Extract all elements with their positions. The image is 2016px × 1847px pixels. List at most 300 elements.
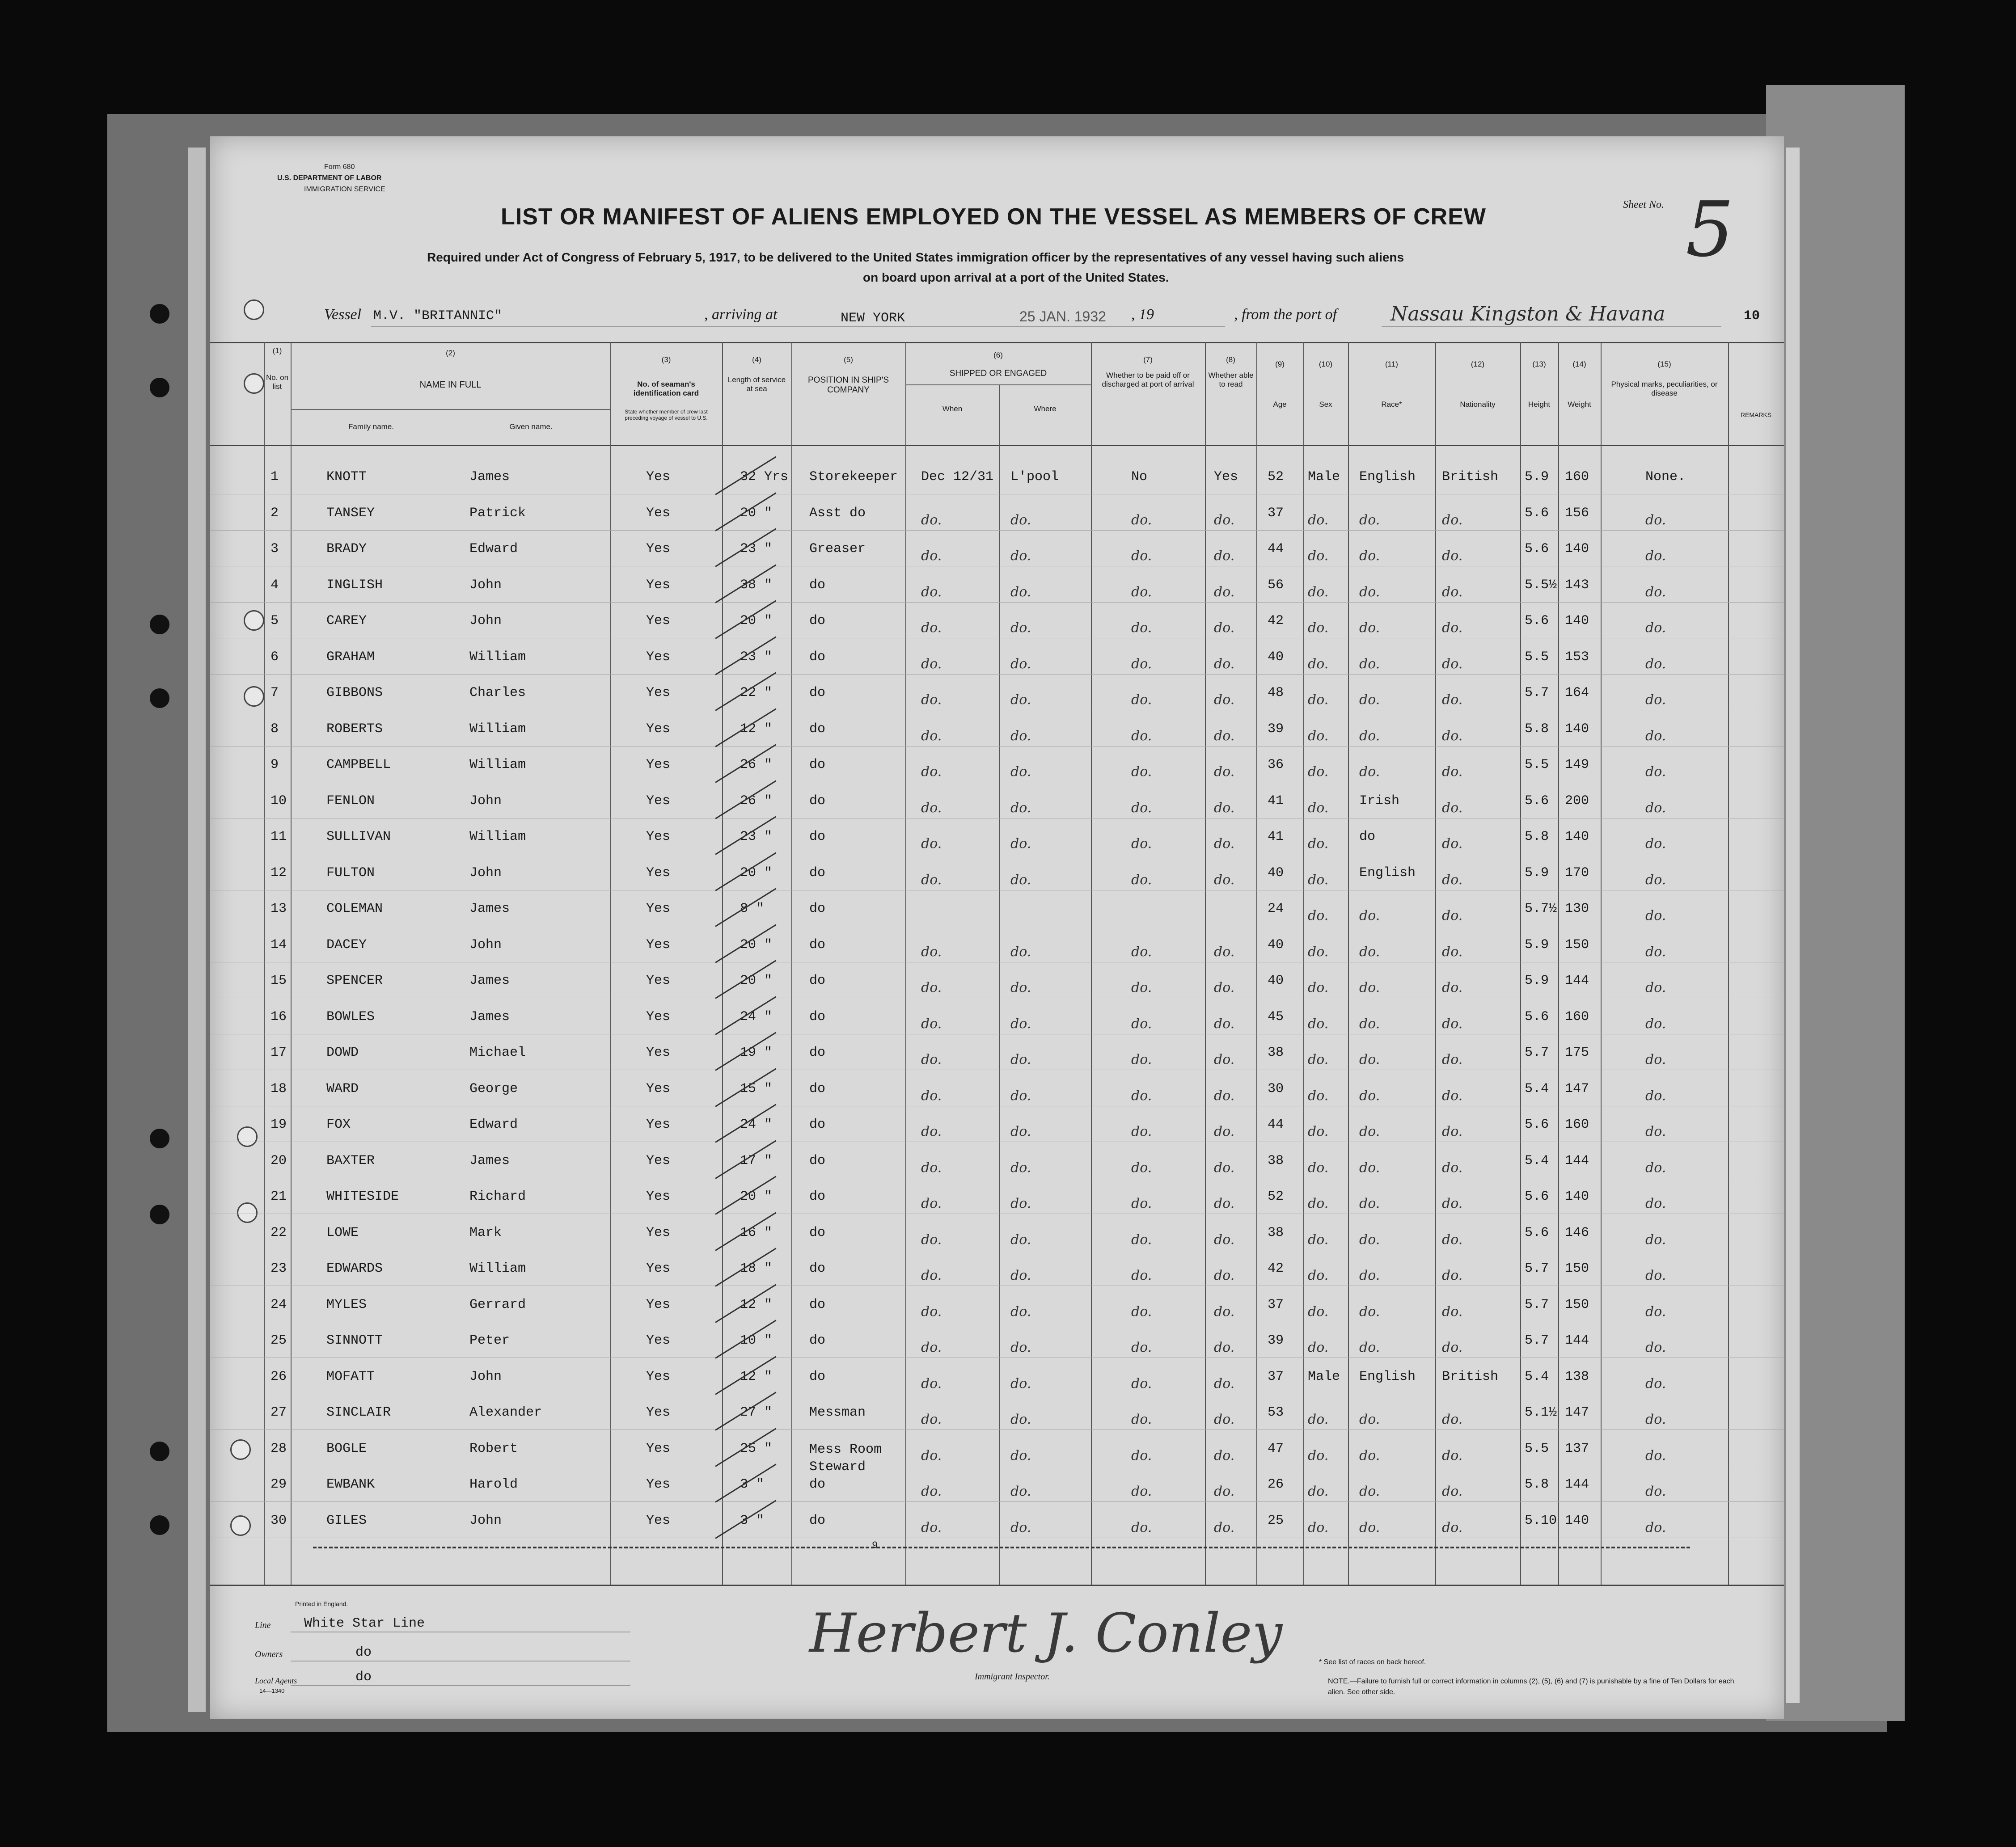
given-name: Richard bbox=[469, 1189, 526, 1204]
family-name: LOWE bbox=[326, 1225, 359, 1240]
shipped-where: do. bbox=[1010, 620, 1031, 636]
sex: do. bbox=[1308, 800, 1329, 816]
position: do bbox=[809, 1225, 826, 1240]
col-9-header: Age bbox=[1273, 400, 1287, 409]
family-name: EDWARDS bbox=[326, 1261, 383, 1276]
shipped-where: do. bbox=[1010, 728, 1031, 744]
height: 5.4 bbox=[1525, 1081, 1549, 1096]
paid-off: do. bbox=[1131, 512, 1152, 528]
paid-off: do. bbox=[1131, 944, 1152, 960]
id-card: Yes bbox=[646, 1441, 671, 1456]
nationality: do. bbox=[1442, 1340, 1463, 1355]
length-of-service: 12 " bbox=[740, 1297, 773, 1312]
rivet bbox=[237, 1202, 258, 1223]
physical-marks: do. bbox=[1645, 1412, 1666, 1427]
shipped-when: do. bbox=[921, 944, 942, 960]
shipped-where: do. bbox=[1010, 656, 1031, 672]
weight: 140 bbox=[1565, 1189, 1589, 1204]
shipped-where: do. bbox=[1010, 800, 1031, 816]
col-1-num: (1) bbox=[272, 346, 282, 355]
physical-marks: do. bbox=[1645, 908, 1666, 924]
length-of-service: 15 " bbox=[740, 1081, 773, 1096]
shipped-where: do. bbox=[1010, 1412, 1031, 1427]
length-of-service: 19 " bbox=[740, 1045, 773, 1060]
shipped-where: do. bbox=[1010, 1196, 1031, 1211]
position: do bbox=[809, 973, 826, 988]
given-name: John bbox=[469, 577, 502, 593]
weight: 150 bbox=[1565, 937, 1589, 953]
col-13-num: (13) bbox=[1532, 360, 1546, 368]
physical-marks: do. bbox=[1645, 1375, 1666, 1392]
age: 37 bbox=[1268, 1369, 1284, 1384]
physical-marks: do. bbox=[1645, 656, 1666, 672]
length-of-service: 23 " bbox=[740, 541, 773, 557]
rivet bbox=[244, 686, 264, 707]
table-top-border bbox=[210, 342, 1784, 343]
age: 41 bbox=[1268, 793, 1284, 809]
given-name: William bbox=[469, 1261, 526, 1276]
position: Greaser bbox=[809, 541, 866, 557]
family-name: WHITESIDE bbox=[326, 1189, 399, 1204]
length-of-service: 17 " bbox=[740, 1153, 773, 1168]
family-name: ROBERTS bbox=[326, 721, 383, 737]
race: English bbox=[1359, 865, 1416, 881]
weight: 144 bbox=[1565, 1477, 1589, 1492]
position: do bbox=[809, 865, 826, 881]
position: do bbox=[809, 901, 826, 916]
age: 42 bbox=[1268, 613, 1284, 628]
shipped-where: do. bbox=[1010, 512, 1031, 528]
height: 5.7 bbox=[1525, 1333, 1549, 1348]
shipped-where: do. bbox=[1010, 1088, 1031, 1104]
race: do. bbox=[1359, 1484, 1380, 1499]
age: 47 bbox=[1268, 1441, 1284, 1456]
race: do. bbox=[1359, 1519, 1380, 1535]
id-card: Yes bbox=[646, 757, 671, 772]
sex: do. bbox=[1308, 1447, 1329, 1463]
able-to-read: do. bbox=[1214, 1160, 1235, 1176]
shipped-where: do. bbox=[1010, 1447, 1031, 1463]
shipped-where: do. bbox=[1010, 1519, 1031, 1535]
paid-off: do. bbox=[1131, 656, 1152, 672]
height: 5.6 bbox=[1525, 1189, 1549, 1204]
age: 39 bbox=[1268, 1333, 1284, 1348]
col-6-header: SHIPPED OR ENGAGED bbox=[949, 369, 1047, 378]
paid-off: do. bbox=[1131, 1412, 1152, 1427]
family-name: FULTON bbox=[326, 865, 375, 881]
given-name-header: Given name. bbox=[509, 422, 553, 431]
sex: Male bbox=[1308, 1369, 1340, 1384]
length-of-service: 38 " bbox=[740, 577, 773, 593]
binder-hole bbox=[150, 1515, 169, 1535]
rivet bbox=[230, 1439, 251, 1460]
col-14-num: (14) bbox=[1572, 360, 1586, 368]
position: do bbox=[809, 1297, 826, 1312]
able-to-read: Yes bbox=[1214, 469, 1238, 485]
id-card: Yes bbox=[646, 505, 671, 521]
sex: do. bbox=[1308, 1052, 1329, 1067]
weight: 130 bbox=[1565, 901, 1589, 916]
weight: 153 bbox=[1565, 649, 1589, 665]
paid-off: do. bbox=[1131, 1519, 1152, 1535]
race: do. bbox=[1359, 692, 1380, 708]
height: 5.5 bbox=[1525, 757, 1549, 772]
id-card: Yes bbox=[646, 1513, 671, 1528]
age: 37 bbox=[1268, 505, 1284, 521]
col-8-num: (8) bbox=[1226, 355, 1235, 364]
able-to-read: do. bbox=[1214, 620, 1235, 636]
family-name: GIBBONS bbox=[326, 685, 383, 700]
col-3-num: (3) bbox=[661, 355, 671, 364]
nationality: do. bbox=[1442, 620, 1463, 636]
height: 5.6 bbox=[1525, 541, 1549, 557]
shipped-when: do. bbox=[921, 1447, 942, 1463]
race: Irish bbox=[1359, 793, 1400, 809]
shipped-where: do. bbox=[1010, 1016, 1031, 1032]
position: do bbox=[809, 829, 826, 844]
strike-mark bbox=[715, 1463, 776, 1502]
col-10-num: (10) bbox=[1319, 360, 1333, 368]
row-number: 4 bbox=[270, 577, 279, 593]
paid-off: do. bbox=[1131, 1375, 1152, 1392]
height: 5.6 bbox=[1525, 1225, 1549, 1240]
department: U.S. DEPARTMENT OF LABOR bbox=[277, 174, 382, 182]
row-number: 20 bbox=[270, 1153, 287, 1168]
paid-off: do. bbox=[1131, 1231, 1152, 1248]
physical-marks: do. bbox=[1645, 872, 1666, 888]
row-rule bbox=[210, 602, 1784, 603]
penalty-note: NOTE.—Failure to furnish full or correct information in columns (2), (5), (6) and (7) is punishable by a fine of Ten Dollars for each alien. See other side. bbox=[1328, 1678, 1734, 1696]
physical-marks: do. bbox=[1645, 980, 1666, 995]
row-number: 10 bbox=[270, 793, 287, 809]
height: 5.6 bbox=[1525, 505, 1549, 521]
sex: do. bbox=[1308, 1303, 1329, 1320]
age: 40 bbox=[1268, 865, 1284, 881]
height: 5.9 bbox=[1525, 937, 1549, 953]
row-number: 9 bbox=[270, 757, 279, 772]
given-name: William bbox=[469, 757, 526, 772]
sex: Male bbox=[1308, 469, 1340, 485]
shipped-when: do. bbox=[921, 1052, 942, 1067]
given-name: Michael bbox=[469, 1045, 526, 1060]
family-name: TANSEY bbox=[326, 505, 375, 521]
row-number: 18 bbox=[270, 1081, 287, 1096]
col-15-num: (15) bbox=[1657, 360, 1671, 368]
sex: do. bbox=[1308, 692, 1329, 708]
able-to-read: do. bbox=[1214, 656, 1235, 672]
length-of-service: 20 " bbox=[740, 937, 773, 953]
able-to-read: do. bbox=[1214, 1412, 1235, 1427]
given-name: Mark bbox=[469, 1225, 502, 1240]
id-card: Yes bbox=[646, 1297, 671, 1312]
physical-marks: do. bbox=[1645, 836, 1666, 852]
nationality: do. bbox=[1442, 980, 1463, 995]
vessel-name: M.V. "BRITANNIC" bbox=[373, 308, 503, 324]
rivet bbox=[244, 299, 264, 320]
sex: do. bbox=[1308, 620, 1329, 636]
shipped-where: do. bbox=[1010, 764, 1031, 780]
length-of-service: 24 " bbox=[740, 1117, 773, 1132]
race: English bbox=[1359, 1369, 1416, 1384]
family-name: FOX bbox=[326, 1117, 351, 1132]
weight: 149 bbox=[1565, 757, 1589, 772]
family-name: WARD bbox=[326, 1081, 359, 1096]
nationality: do. bbox=[1442, 1088, 1463, 1104]
id-card: Yes bbox=[646, 865, 671, 881]
length-of-service: 3 " bbox=[740, 1477, 765, 1492]
physical-marks: do. bbox=[1645, 620, 1666, 636]
physical-marks: None. bbox=[1645, 469, 1686, 485]
row-number: 30 bbox=[270, 1513, 287, 1528]
height: 5.10 bbox=[1525, 1513, 1557, 1528]
age: 36 bbox=[1268, 757, 1284, 772]
physical-marks: do. bbox=[1645, 1268, 1666, 1283]
binder-hole bbox=[150, 378, 169, 397]
weight: 150 bbox=[1565, 1261, 1589, 1276]
given-name: Charles bbox=[469, 685, 526, 700]
able-to-read: do. bbox=[1214, 764, 1235, 780]
given-name: George bbox=[469, 1081, 518, 1096]
given-name: James bbox=[469, 469, 510, 485]
race: do. bbox=[1359, 548, 1380, 564]
col-12-header: Nationality bbox=[1460, 400, 1496, 409]
row-number: 6 bbox=[270, 649, 279, 665]
height: 5.5 bbox=[1525, 649, 1549, 665]
able-to-read: do. bbox=[1214, 692, 1235, 708]
length-of-service: 32 Yrs bbox=[740, 469, 789, 485]
physical-marks: do. bbox=[1645, 1340, 1666, 1355]
family-name-header: Family name. bbox=[348, 422, 394, 431]
position: Storekeeper bbox=[809, 469, 898, 485]
page-title: LIST OR MANIFEST OF ALIENS EMPLOYED ON THE VESSEL AS MEMBERS OF CREW bbox=[501, 204, 1486, 230]
race: do. bbox=[1359, 620, 1380, 636]
position: do bbox=[809, 793, 826, 809]
position: do bbox=[809, 1261, 826, 1276]
id-card: Yes bbox=[646, 577, 671, 593]
able-to-read: do. bbox=[1214, 1088, 1235, 1104]
id-card: Yes bbox=[646, 1081, 671, 1096]
col-5-header: POSITION IN SHIP'S COMPANY bbox=[808, 375, 889, 395]
given-name: William bbox=[469, 721, 526, 737]
paid-off: do. bbox=[1131, 548, 1152, 564]
row-number: 1 bbox=[270, 469, 279, 485]
shipped-where: do. bbox=[1010, 1340, 1031, 1355]
given-name: Patrick bbox=[469, 505, 526, 521]
age: 48 bbox=[1268, 685, 1284, 700]
shipped-when: do. bbox=[921, 1412, 942, 1427]
paid-off: do. bbox=[1131, 872, 1152, 888]
row-number: 21 bbox=[270, 1189, 287, 1204]
shipped-when: do. bbox=[921, 980, 942, 995]
nationality: do. bbox=[1442, 836, 1463, 852]
race: do. bbox=[1359, 944, 1380, 960]
length-of-service: 20 " bbox=[740, 865, 773, 881]
shipped-where: do. bbox=[1010, 692, 1031, 708]
arriving-port: NEW YORK bbox=[841, 311, 905, 326]
shipped-where: L'pool bbox=[1010, 469, 1059, 485]
physical-marks: do. bbox=[1645, 1231, 1666, 1248]
col-2-num: (2) bbox=[446, 349, 455, 357]
race: do. bbox=[1359, 980, 1380, 995]
strike-mark bbox=[715, 888, 776, 927]
paid-off: do. bbox=[1131, 1088, 1152, 1104]
paid-off: do. bbox=[1131, 584, 1152, 600]
physical-marks: do. bbox=[1645, 1447, 1666, 1463]
physical-marks: do. bbox=[1645, 800, 1666, 816]
subtitle-line-2: on board upon arrival at a port of the United States. bbox=[863, 270, 1169, 284]
nationality: British bbox=[1442, 1369, 1499, 1384]
shipped-when: do. bbox=[921, 1088, 942, 1104]
sex: do. bbox=[1308, 1160, 1329, 1176]
height: 5.7½ bbox=[1525, 901, 1557, 916]
family-name: COLEMAN bbox=[326, 901, 383, 916]
race: do. bbox=[1359, 1447, 1380, 1463]
given-name: Edward bbox=[469, 1117, 518, 1132]
nationality: do. bbox=[1442, 512, 1463, 528]
nationality: do. bbox=[1442, 1124, 1463, 1139]
id-card: Yes bbox=[646, 1261, 671, 1276]
nationality: do. bbox=[1442, 1447, 1463, 1463]
family-name: EWBANK bbox=[326, 1477, 375, 1492]
sex: do. bbox=[1308, 1268, 1329, 1283]
weight: 164 bbox=[1565, 685, 1589, 700]
race: do. bbox=[1359, 1340, 1380, 1355]
family-name: BRADY bbox=[326, 541, 367, 557]
rivet bbox=[237, 1126, 258, 1147]
race: do. bbox=[1359, 1268, 1380, 1283]
able-to-read: do. bbox=[1214, 872, 1235, 888]
weight: 137 bbox=[1565, 1441, 1589, 1456]
binder-hole bbox=[150, 1442, 169, 1461]
sex: do. bbox=[1308, 872, 1329, 888]
date-stamp: 25 JAN. 1932 bbox=[1019, 308, 1106, 325]
family-name: MOFATT bbox=[326, 1369, 375, 1384]
paid-off: do. bbox=[1131, 1160, 1152, 1176]
col-10-header: Sex bbox=[1319, 400, 1332, 409]
id-card: Yes bbox=[646, 1189, 671, 1204]
shipped-where: do. bbox=[1010, 1484, 1031, 1499]
weight: 175 bbox=[1565, 1045, 1589, 1060]
col-11-header: Race* bbox=[1381, 400, 1402, 409]
height: 5.1½ bbox=[1525, 1405, 1557, 1420]
able-to-read: do. bbox=[1214, 1196, 1235, 1211]
id-card: Yes bbox=[646, 973, 671, 988]
height: 5.5 bbox=[1525, 1441, 1549, 1456]
nationality: do. bbox=[1442, 584, 1463, 600]
physical-marks: do. bbox=[1645, 1052, 1666, 1067]
position: do bbox=[809, 613, 826, 628]
sex: do. bbox=[1308, 1088, 1329, 1104]
given-name: Harold bbox=[469, 1477, 518, 1492]
physical-marks: do. bbox=[1645, 1016, 1666, 1032]
nationality: British bbox=[1442, 469, 1499, 485]
shipped-where: do. bbox=[1010, 836, 1031, 852]
row-rule bbox=[210, 674, 1784, 675]
subtitle-line-1: Required under Act of Congress of February 5, 1917, to be delivered to the United States immigration officer by the representatives of any vessel having such aliens bbox=[427, 250, 1404, 264]
paid-off: do. bbox=[1131, 1196, 1152, 1211]
age: 52 bbox=[1268, 469, 1284, 485]
physical-marks: do. bbox=[1645, 728, 1666, 744]
col-4-header: Length of service at sea bbox=[727, 375, 786, 393]
height: 5.6 bbox=[1525, 793, 1549, 809]
owners-label: Owners bbox=[255, 1649, 283, 1659]
able-to-read: do. bbox=[1214, 980, 1235, 995]
end-of-list-rule bbox=[313, 1547, 1690, 1548]
age: 38 bbox=[1268, 1225, 1284, 1240]
row-number: 22 bbox=[270, 1225, 287, 1240]
id-card: Yes bbox=[646, 721, 671, 737]
height: 5.7 bbox=[1525, 685, 1549, 700]
page-stack-edge bbox=[1786, 148, 1800, 1703]
paid-off: do. bbox=[1131, 1447, 1152, 1463]
sex: do. bbox=[1308, 728, 1329, 744]
shipped-when: do. bbox=[921, 1196, 942, 1211]
physical-marks: do. bbox=[1645, 764, 1666, 780]
position: do bbox=[809, 1513, 826, 1528]
sex: do. bbox=[1308, 1412, 1329, 1427]
sex: do. bbox=[1308, 1519, 1329, 1535]
race: do. bbox=[1359, 1196, 1380, 1211]
family-name: INGLISH bbox=[326, 577, 383, 593]
race: do. bbox=[1359, 728, 1380, 744]
weight: 170 bbox=[1565, 865, 1589, 881]
paid-off: do. bbox=[1131, 836, 1152, 852]
id-card: Yes bbox=[646, 937, 671, 953]
weight: 160 bbox=[1565, 1009, 1589, 1025]
given-name: John bbox=[469, 865, 502, 881]
header-bottom-border bbox=[210, 445, 1784, 446]
able-to-read: do. bbox=[1214, 1124, 1235, 1139]
age: 45 bbox=[1268, 1009, 1284, 1025]
rivet bbox=[244, 610, 264, 631]
race: do. bbox=[1359, 1412, 1380, 1427]
age: 24 bbox=[1268, 901, 1284, 916]
family-name: FENLON bbox=[326, 793, 375, 809]
nationality: do. bbox=[1442, 1268, 1463, 1283]
shipped-when: do. bbox=[921, 836, 942, 852]
nationality: do. bbox=[1442, 1303, 1463, 1320]
nationality: do. bbox=[1442, 800, 1463, 816]
id-card: Yes bbox=[646, 541, 671, 557]
col-9-num: (9) bbox=[1275, 360, 1285, 368]
length-of-service: 3 " bbox=[740, 1513, 765, 1528]
length-of-service: 26 " bbox=[740, 793, 773, 809]
shipped-when: do. bbox=[921, 692, 942, 708]
col-12-num: (12) bbox=[1471, 360, 1485, 368]
family-name: BOWLES bbox=[326, 1009, 375, 1025]
physical-marks: do. bbox=[1645, 1160, 1666, 1176]
paid-off: do. bbox=[1131, 1052, 1152, 1067]
row-number: 3 bbox=[270, 541, 279, 557]
row-number: 5 bbox=[270, 613, 279, 628]
given-name: James bbox=[469, 973, 510, 988]
race: do. bbox=[1359, 1160, 1380, 1176]
age: 26 bbox=[1268, 1477, 1284, 1492]
physical-marks: do. bbox=[1645, 692, 1666, 708]
row-number: 19 bbox=[270, 1117, 287, 1132]
shipped-when: do. bbox=[921, 1519, 942, 1535]
row-number: 15 bbox=[270, 973, 287, 988]
row-number: 17 bbox=[270, 1045, 287, 1060]
position: do bbox=[809, 685, 826, 700]
weight: 146 bbox=[1565, 1225, 1589, 1240]
row-number: 26 bbox=[270, 1369, 287, 1384]
age: 42 bbox=[1268, 1261, 1284, 1276]
position: do bbox=[809, 721, 826, 737]
sheet-number: 5 bbox=[1686, 186, 1734, 274]
nationality: do. bbox=[1442, 944, 1463, 960]
able-to-read: do. bbox=[1214, 1484, 1235, 1499]
